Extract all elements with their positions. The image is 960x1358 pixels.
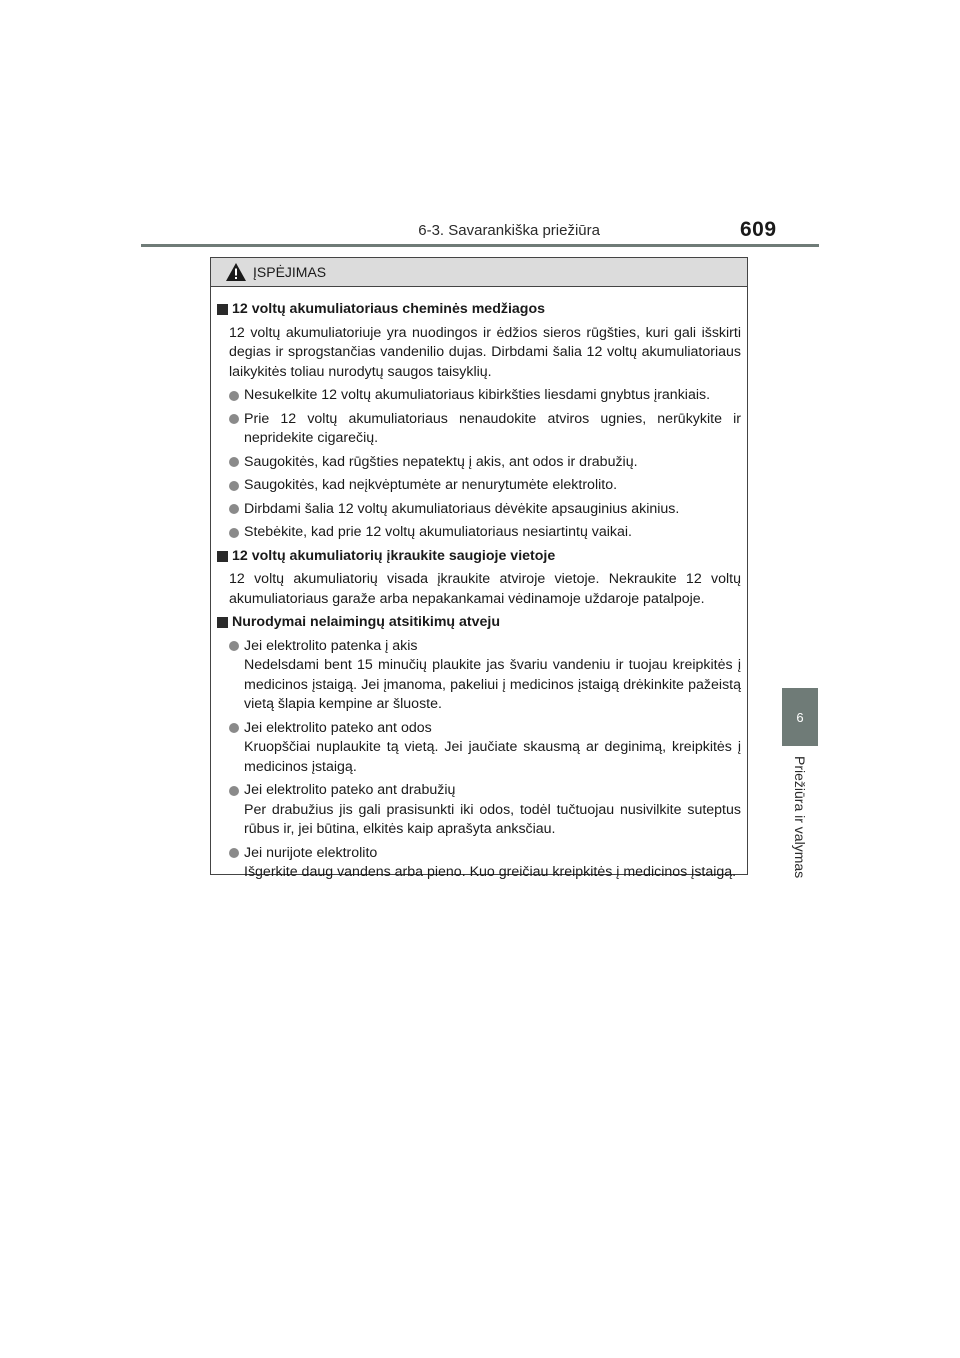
round-bullet-icon [229, 786, 239, 796]
round-bullet-icon [229, 391, 239, 401]
list-item [229, 500, 741, 520]
round-bullet-icon [229, 723, 239, 733]
list-item-text: Nesukelkite 12 voltų akumuliatoriaus kibirkšties liesdami gnybtus įrankiais. [244, 387, 711, 403]
list-item-heading: Jei nurijote elektrolito [244, 844, 378, 861]
list-item-heading: Jei elektrolito patenka į akis [244, 637, 418, 654]
list-item-body [244, 781, 741, 840]
list-item-text: Prie 12 voltų akumuliatoriaus nenaudokite atviros ugnies, nerūkykite ir nepridekite cigarečių. [244, 410, 741, 446]
list-item-heading: Jei elektrolito pateko ant drabužių [244, 782, 456, 798]
round-bullet-icon [229, 528, 239, 538]
section-heading [217, 300, 741, 320]
list-item-text: Stebėkite, kad prie 12 voltų akumuliatoriaus nesiartintų vaikai. [244, 524, 633, 540]
page-number: 609 [740, 218, 777, 241]
section-heading-text: Nurodymai nelaimingų atsitikimų atveju [232, 614, 501, 630]
warning-body [211, 287, 747, 883]
warning-title: ĮSPĖJIMAS [253, 264, 327, 280]
section-heading-text: 12 voltų akumuliatoriaus cheminės medžiagos [232, 301, 546, 317]
list-item-text: Kruopščiai nuplaukite tą vietą. Jei jaučiate skausmą ar deginimą, kreipkitės į medicinos įstaigą. [244, 739, 741, 775]
section-heading [217, 547, 741, 567]
section-battery-chemicals [217, 300, 741, 543]
list-item-body [244, 719, 741, 778]
list-item-body [244, 637, 741, 715]
round-bullet-icon [229, 641, 239, 651]
list-item [229, 476, 741, 496]
list-item-text: Dirbdami šalia 12 voltų akumuliatoriaus dėvėkite apsauginius akinius. [244, 500, 680, 517]
chapter-side-title: Priežiūra ir valymas [792, 756, 808, 879]
warning-triangle-icon [225, 262, 247, 282]
list-item [229, 637, 741, 715]
section-paragraph: 12 voltų akumuliatoriuje yra nuodingos ir ėdžios sieros rūgšties, kuri gali išskirti degias ir sprogstančias vandenilio dujas. Dirbdami šalia 12 voltų akumuliatoriaus laikykitės toliau nurodytų saugos taisyklių. [229, 324, 741, 380]
chapter-tab[interactable] [782, 688, 818, 746]
list-item [229, 453, 741, 473]
section-charging-location [217, 547, 741, 610]
list-item-text: Saugokitės, kad neįkvėptumėte ar nenurytumėte elektrolito. [244, 477, 618, 493]
header-divider [141, 244, 819, 247]
list-item-text: Per drabužius jis gali prasisunkti iki odos, todėl tučtuojau nusivilkite suteptus rūbus ir, jei būtina, elkitės kaip aprašyta anksčiau. [244, 801, 741, 837]
list-item [229, 410, 741, 449]
list-item-body [244, 844, 741, 883]
list-item-text: Nedelsdami bent 15 minučių plaukite jas švariu vandeniu ir tuojau kreipkitės į medicinos įstaigą. Jei įmanoma, pakeliui į medicinos įstaigą drėkinkite pažeistą vietą šlapia kempine ar šluoste. [244, 657, 741, 712]
list-item-text: Išgerkite daug vandens arba pieno. Kuo greičiau kreipkitės į medicinos įstaigą. [244, 864, 737, 880]
chapter-number: 6 [796, 709, 804, 725]
warning-header [211, 258, 747, 287]
list-item-text: Saugokitės, kad rūgšties nepatektų į akis, ant odos ir drabužių. [244, 453, 638, 470]
round-bullet-icon [229, 457, 239, 467]
section-heading-text: 12 voltų akumuliatorių įkraukite saugioje vietoje [232, 547, 556, 564]
section-paragraph: 12 voltų akumuliatorių visada įkraukite atviroje vietoje. Nekraukite 12 voltų akumuliatoriaus garaže arba nepakankamai vėdinamoje uždaroje patalpoje. [229, 571, 741, 607]
round-bullet-icon [229, 504, 239, 514]
list-item [229, 523, 741, 543]
section-heading [217, 613, 741, 633]
section-accident-instructions [217, 613, 741, 883]
running-header-section: 6-3. Savarankiška priežiūra [418, 222, 600, 239]
round-bullet-icon [229, 481, 239, 491]
list-item [229, 781, 741, 840]
warning-box [210, 257, 748, 880]
round-bullet-icon [229, 414, 239, 424]
list-item-heading: Jei elektrolito pateko ant odos [244, 719, 432, 736]
square-bullet-icon [217, 304, 228, 315]
list-item [229, 386, 741, 406]
round-bullet-icon [229, 848, 239, 858]
square-bullet-icon [217, 551, 228, 562]
list-item [229, 844, 741, 883]
square-bullet-icon [217, 617, 228, 628]
list-item [229, 719, 741, 778]
